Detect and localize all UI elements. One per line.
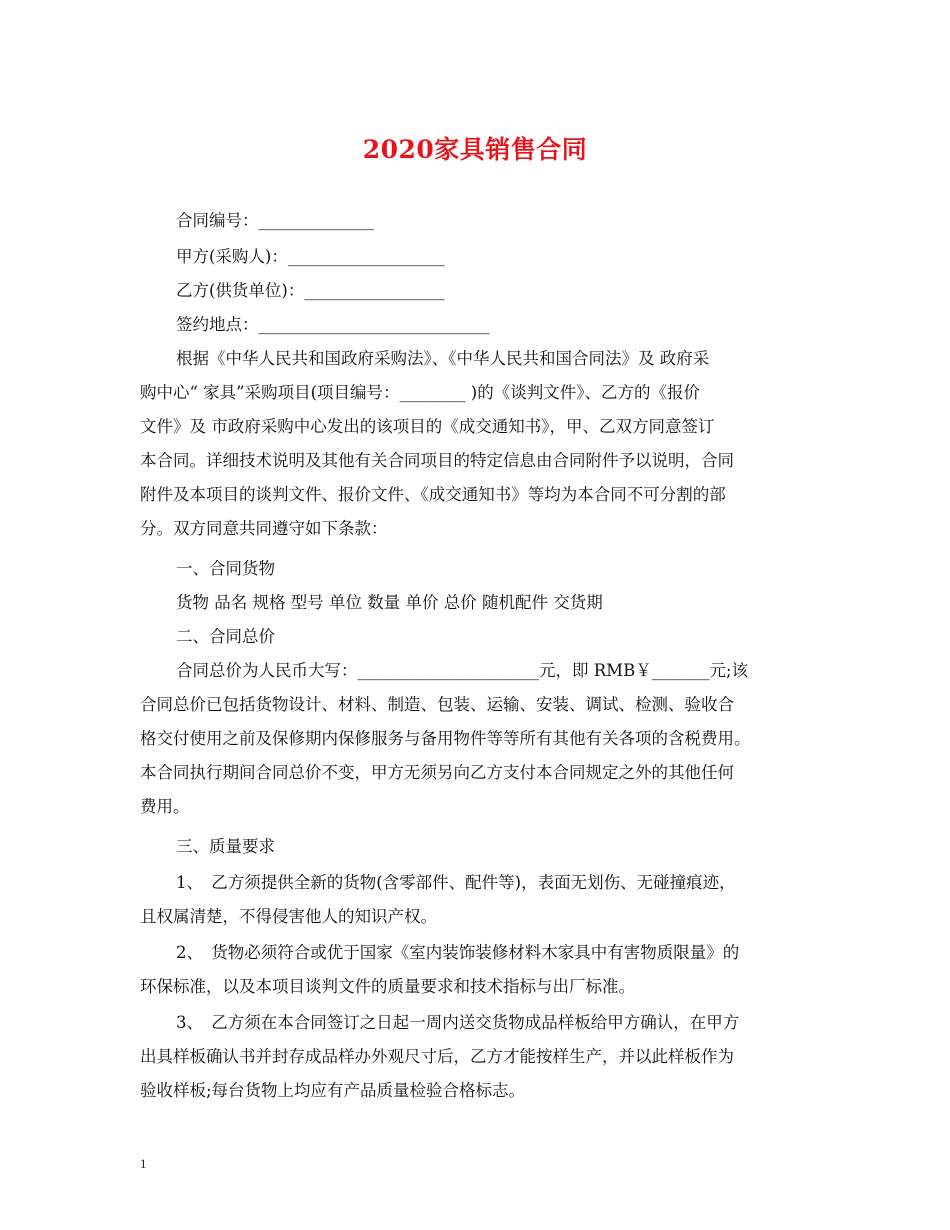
paragraph-line: 本合同。详细技术说明及其他有关合同项目的特定信息由合同附件予以说明，合同 — [140, 451, 734, 470]
paragraph-line: 费用。 — [140, 797, 190, 816]
goods-columns-line: 货物 品名 规格 型号 单位 数量 单价 总价 随机配件 交货期 — [176, 593, 603, 612]
section-heading: 二、合同总价 — [176, 627, 275, 646]
paragraph-line: 合同总价已包括货物设计、材料、制造、包装、运输、安装、调试、检测、验收合 — [140, 695, 734, 714]
document-title: 2020家具销售合同 — [362, 135, 588, 164]
paragraph-line: 分。双方同意共同遵守如下条款： — [140, 519, 388, 538]
paragraph-line: 根据《中华人民共和国政府采购法》、《中华人民共和国合同法》及 政府采 — [176, 349, 710, 368]
paragraph-line: 文件》及 市政府采购中心发出的该项目的《成交通知书》，甲、乙双方同意签订 — [140, 417, 715, 436]
paragraph-line: 格交付使用之前及保修期内保修服务与备用物件等等所有其他有关各项的含税费用。 — [140, 729, 751, 748]
contract-number-line: 合同编号：______________ — [176, 211, 374, 230]
page-number: 1 — [140, 1156, 147, 1171]
paragraph-line: 购中心“ 家具”采购项目(项目编号：________ )的《谈判文件》、乙方的《报价 — [140, 383, 700, 402]
list-item-line: 验收样板;每台货物上均应有产品质量检验合格标志。 — [140, 1081, 526, 1100]
list-item-line: 出具样板确认书并封存成品样办外观尺寸后，乙方才能按样生产，并以此样板作为 — [140, 1047, 734, 1066]
signing-location-line: 签约地点：____________________________ — [176, 315, 490, 334]
list-item-line: 3、 乙方须在本合同签订之日起一周内送交货物成品样板给甲方确认，在甲方 — [176, 1013, 740, 1032]
party-a-line: 甲方(采购人)：___________________ — [176, 247, 445, 266]
list-item-line: 1、 乙方须提供全新的货物(含零部件、配件等)，表面无划伤、无碰撞痕迹， — [176, 873, 736, 892]
party-b-line: 乙方(供货单位)：_________________ — [176, 281, 445, 300]
list-item-line: 且权属清楚，不得侵害他人的知识产权。 — [140, 907, 437, 926]
list-item-line: 环保标准，以及本项目谈判文件的质量要求和技术指标与出厂标准。 — [140, 977, 635, 996]
paragraph-line: 附件及本项目的谈判文件、报价文件、《成交通知书》等均为本合同不可分割的部 — [140, 485, 726, 504]
section-heading: 一、合同货物 — [176, 559, 275, 578]
paragraph-line: 本合同执行期间合同总价不变，甲方无须另向乙方支付本合同规定之外的其他任何 — [140, 763, 734, 782]
paragraph-line: 合同总价为人民币大写：______________________元，即 RMB￥_______元;该 — [176, 661, 748, 680]
section-heading: 三、质量要求 — [176, 837, 275, 856]
list-item-line: 2、 货物必须符合或优于国家《室内装饰装修材料木家具中有害物质限量》的 — [176, 943, 740, 962]
